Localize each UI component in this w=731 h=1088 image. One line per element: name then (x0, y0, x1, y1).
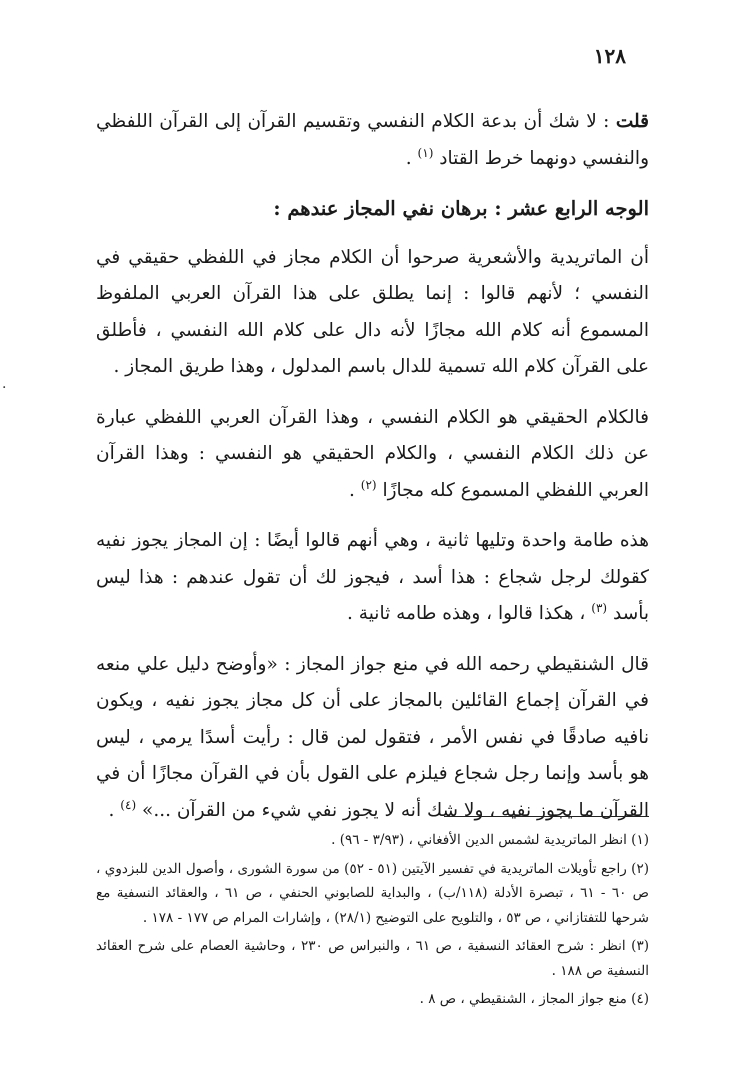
page-number: ١٢٨ (593, 44, 626, 68)
paragraph-3-body: فالكلام الحقيقي هو الكلام النفسي ، وهذا القرآن العربي اللفظي عبارة عن ذلك الكلام النفسي ، والكلام الحقيقي هو النفسي : وهذا القرآن العربي اللفظي المسموع كله مجازًا (96, 406, 649, 501)
footnote-ref-1[interactable]: (١) (417, 145, 434, 160)
footnotes (96, 828, 649, 1016)
paragraph-4-body: هذه طامة واحدة وتليها ثانية ، وهي أنهم قالوا أيضًا : إن المجاز يجوز نفيه كقولك لرجل شجاع : هذا أسد ، فيجوز لك أن تقول عندهم : هذا ليس بأسد (96, 530, 649, 624)
paragraph-4 (96, 523, 649, 633)
section-heading: الوجه الرابع عشر : برهان نفي المجاز عندهم : (273, 197, 649, 220)
paragraph-4-end: ، هكذا قالوا ، وهذه طامه ثانية . (347, 603, 592, 624)
footnote-4: (٤) منع جواز المجاز ، الشنقيطي ، ص ٨ . (419, 991, 649, 1007)
footnote-ref-3[interactable]: (٣) (591, 600, 608, 615)
footnote-2: (٢) راجع تأويلات الماتريدية في تفسير الآيتين (٥١ - ٥٢) من سورة الشورى ، وأصول الدين للبزدوي ، ص ٦٠ - ٦١ ، تبصرة الأدلة (١١٨/ب) ، والبداية للصابوني الحنفي ، ص ٦١ ، والعقائد النسفية مع شرحها للتفتازاني ، ص ٥٣ ، والتلويح على التوضيح (٢٨/١) ، وإشارات المرام ص ١٧٧ - ١٧٨ . (96, 860, 649, 926)
paragraph-5 (96, 647, 649, 830)
paragraph-1-end: . (405, 147, 418, 169)
footnote-separator (444, 816, 649, 817)
footnote-ref-2[interactable]: (٢) (360, 477, 377, 492)
paragraph-3-end: . (348, 479, 361, 501)
margin-mark: · (2, 380, 7, 396)
paragraph-3 (96, 400, 649, 510)
paragraph-2: أن الماتريدية والأشعرية صرحوا أن الكلام مجاز في اللفظي حقيقي في النفسي ؛ لأنهم قالوا : إنما يطلق على هذا القرآن العربي الملفوظ المسموع أنه كلام الله مجازًا لأنه دال على كلام الله النفسي ، فأطلق على القرآن كلام الله تسمية للدال باسم المدلول ، وهذا طريق المجاز . (96, 246, 649, 377)
paragraph-1-body: : لا شك أن بدعة الكلام النفسي وتقسيم القرآن إلى القرآن اللفظي والنفسي دونهما خرط القتاد (96, 111, 649, 169)
footnote-3: (٣) انظر : شرح العقائد النسفية ، ص ٦١ ، والنبراس ص ٢٣٠ ، وحاشية العصام على شرح العقائد النسفية ص ١٨٨ . (96, 938, 649, 979)
footnote-ref-4[interactable]: (٤) (120, 797, 137, 812)
paragraph-5-end: . (108, 799, 121, 821)
footnote-1: (١) انظر الماتريدية لشمس الدين الأفغاني ، (٣/٩٣ - ٩٦) . (331, 832, 649, 848)
paragraph-1 (96, 104, 649, 177)
main-text (96, 104, 649, 843)
paragraph-5-body: قال الشنقيطي رحمه الله في منع جواز المجاز : «وأوضح دليل علي منعه في القرآن إجماع القائلين بالمجاز على أن كل مجاز يجوز نفيه ، ويكون نافيه صادقًا في نفس الأمر ، فتقول لمن قال : رأيت أسدًا يرمي ، ليس هو بأسد وإنما رجل شجاع فيلزم على القول بأن في القرآن مجازًا أن في القرآن ما يجوز نفيه ، ولا شك أنه لا يجوز نفي شيء من القرآن ...» (96, 653, 649, 821)
paragraph-lead-word: قلت (615, 111, 649, 132)
